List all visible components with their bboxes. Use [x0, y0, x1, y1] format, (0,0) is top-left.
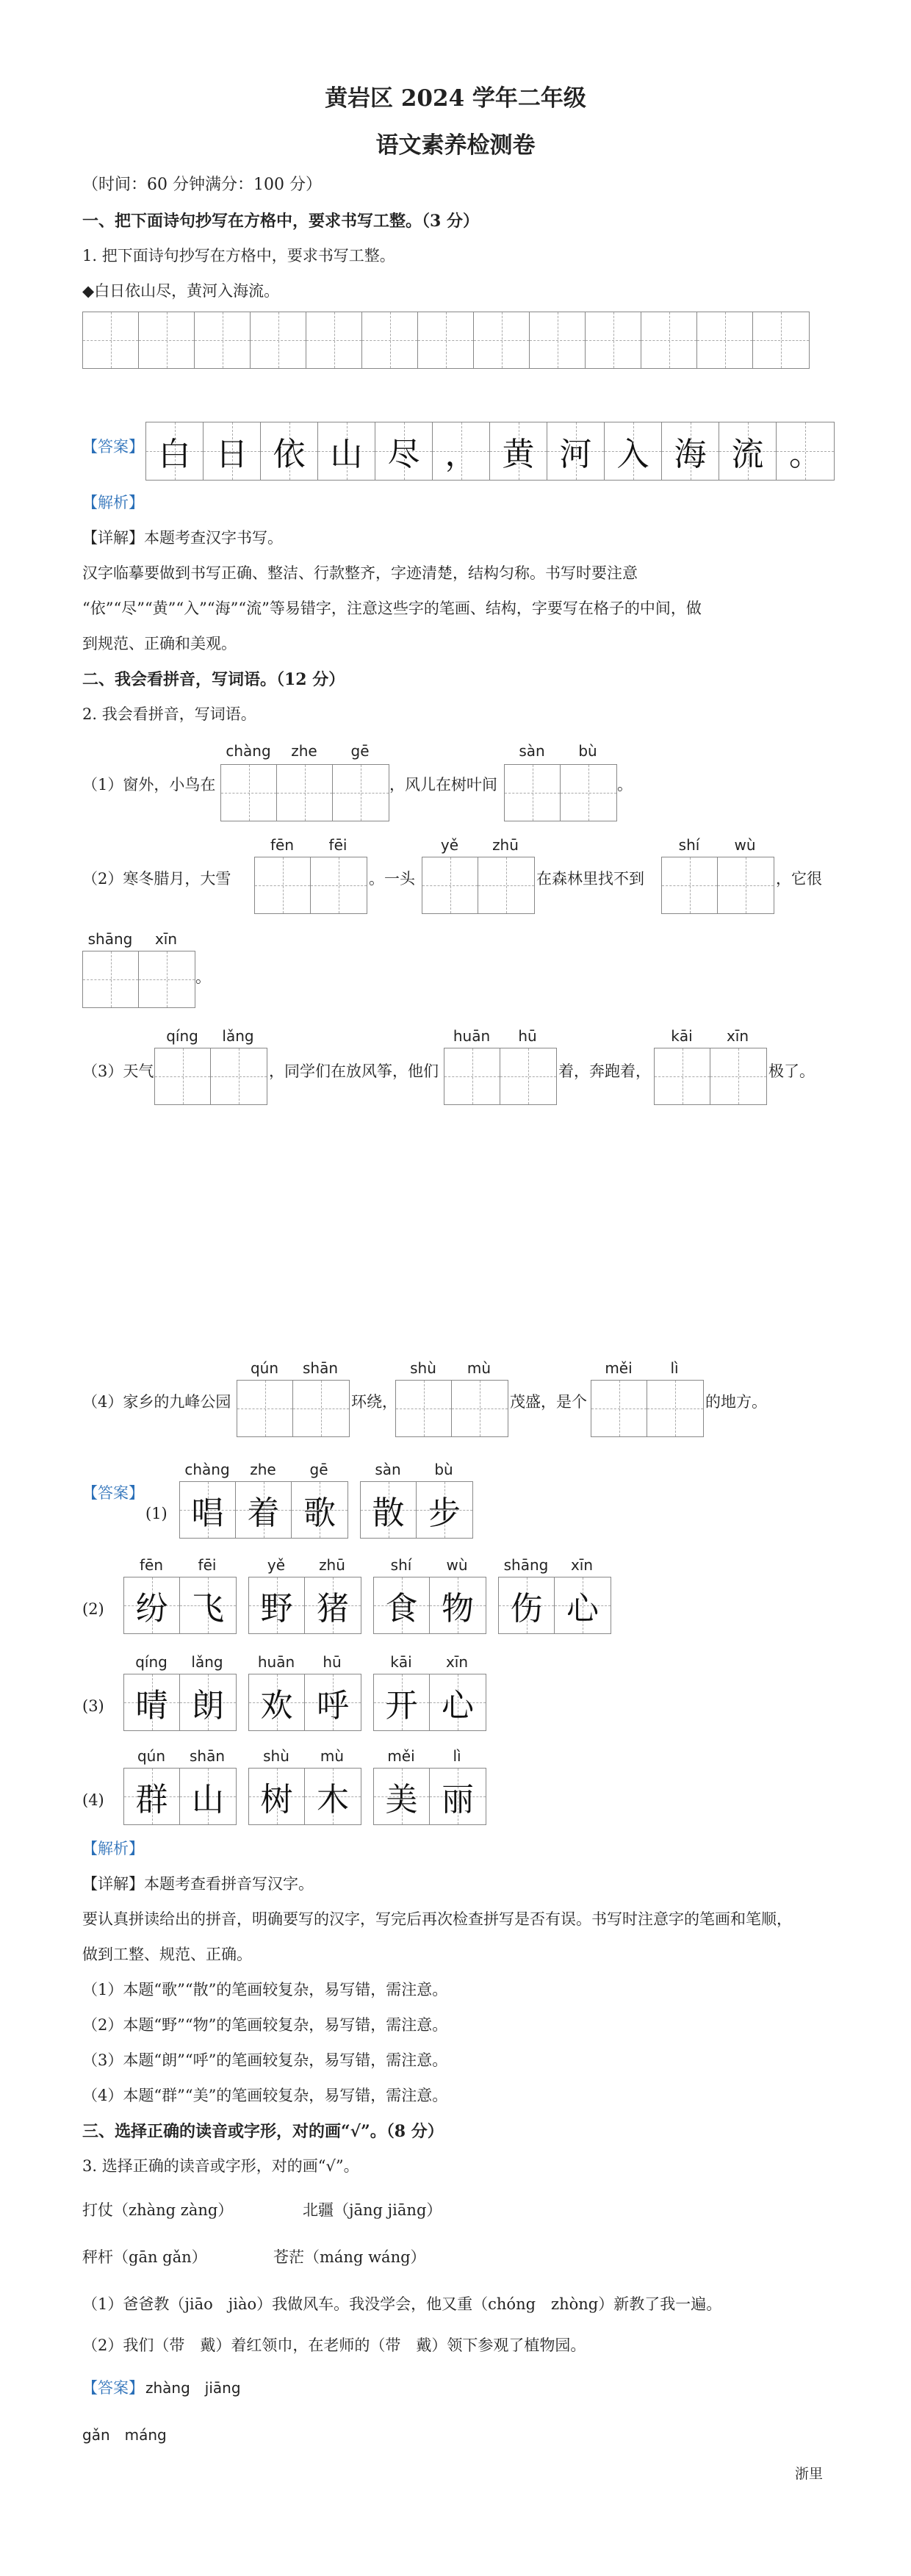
note: （1）本题“歌”“散”的笔画较复杂，易写错，需注意。 — [82, 1981, 448, 1998]
answer-char: 群 — [135, 1781, 168, 1818]
pinyin-syllable: xīn — [726, 1027, 749, 1045]
writing-cell[interactable] — [83, 312, 139, 368]
q2-2-text-b: 。一头 — [369, 870, 415, 888]
writing-cell[interactable] — [211, 1048, 267, 1104]
pinyin-syllable: lì — [453, 1747, 461, 1765]
answer-pinyin-row — [123, 1747, 235, 1765]
answer-char: 流 — [731, 436, 764, 473]
writing-cell[interactable] — [306, 312, 362, 368]
q2-2-text-a: （2）寒冬腊月，大雪 — [82, 870, 231, 888]
pinyin-row — [82, 930, 194, 948]
answer-char-cell — [430, 1769, 486, 1824]
exam-meta: （时间：60 分钟满分：100 分） — [82, 176, 322, 194]
q2-4-text-b: 环绕， — [351, 1393, 397, 1411]
writing-cell[interactable] — [474, 312, 530, 368]
answer-char: 入 — [616, 436, 649, 473]
answer-label: (2) — [82, 1600, 104, 1618]
pinyin-row — [444, 1027, 555, 1045]
writing-cell[interactable] — [647, 1381, 703, 1436]
answer-char-cell — [499, 1577, 555, 1633]
q2-1-text-c: 。 — [617, 776, 633, 794]
note: （2）本题“野”“物”的笔画较复杂，易写错，需注意。 — [82, 2016, 448, 2034]
answer-char: 晴 — [135, 1687, 168, 1724]
writing-grid[interactable] — [254, 857, 367, 914]
pinyin-syllable: wù — [734, 836, 756, 854]
answer-tag: 【答案】 — [82, 1484, 144, 1502]
writing-cell[interactable] — [155, 1048, 211, 1104]
detail-text: 【详解】本题考查看拼音写汉字。 — [82, 1875, 314, 1893]
answer-char-cell — [430, 1577, 486, 1633]
answer-pinyin-row — [248, 1747, 360, 1765]
q2-4-text-c: 茂盛，是个 — [510, 1393, 587, 1411]
answer-char-cell — [146, 422, 204, 480]
question-2: 2. 我会看拼音，写词语。 — [82, 705, 256, 723]
section1-heading: 一、把下面诗句抄写在方格中，要求书写工整。（3 分） — [82, 212, 479, 231]
section3-heading: 三、选择正确的读音或字形，对的画“√”。（8 分） — [82, 2122, 444, 2141]
writing-cell[interactable] — [641, 312, 697, 368]
answer-char-cell — [180, 1577, 236, 1633]
pinyin-syllable: shāng — [503, 1556, 549, 1574]
answer-char: 丽 — [442, 1781, 474, 1818]
word-choice: 秤杆（gān gǎn） — [82, 2248, 207, 2266]
paragraph: 到规范、正确和美观。 — [82, 635, 237, 652]
word-choice: 苍茫（máng wáng） — [273, 2248, 426, 2266]
answer-char-cell — [430, 1674, 486, 1730]
pinyin-syllable: shān — [302, 1359, 339, 1377]
writing-cell[interactable] — [586, 312, 641, 368]
pinyin-syllable: zhe — [250, 1461, 276, 1478]
paragraph: 做到工整、规范、正确。 — [82, 1946, 252, 1963]
word-choice: 打仗（zhàng zàng） — [82, 2201, 234, 2219]
writing-cell[interactable] — [396, 1381, 452, 1436]
answer-grid — [248, 1577, 361, 1634]
answer-char-cell — [124, 1674, 180, 1730]
pinyin-row — [504, 742, 616, 760]
pinyin-syllable: yě — [267, 1556, 286, 1574]
pinyin-syllable: kāi — [390, 1653, 412, 1671]
answer-char: 歌 — [303, 1494, 336, 1532]
writing-cell[interactable] — [591, 1381, 647, 1436]
q2-3-text-a: （3）天气 — [82, 1062, 154, 1080]
pinyin-syllable: qún — [250, 1359, 279, 1377]
answer-grid — [179, 1481, 348, 1539]
q2-1-text-b: ，风儿在树叶间 — [389, 776, 497, 794]
answer-char-cell — [374, 1674, 430, 1730]
writing-cell[interactable] — [478, 857, 534, 913]
writing-cell[interactable] — [655, 1048, 710, 1104]
answer-char: 。 — [789, 436, 821, 473]
sentence-choice: （1）爸爸教（jiāo jiào）我做风车。我没学会，他又重（chóng zhòng）新教了我一遍。 — [82, 2295, 722, 2313]
answer-char-cell — [662, 422, 719, 480]
pinyin-syllable: qún — [137, 1747, 166, 1765]
answer-char: 欢 — [260, 1687, 293, 1724]
answer-char-cell — [361, 1482, 417, 1538]
pinyin-syllable: zhū — [319, 1556, 345, 1574]
writing-grid[interactable] — [237, 1380, 350, 1437]
answer-char: 黄 — [502, 436, 535, 473]
answer-char: 野 — [260, 1590, 293, 1627]
answer-char: 着 — [247, 1494, 280, 1532]
answer-char: ， — [444, 436, 478, 473]
pinyin-syllable: xīn — [445, 1653, 469, 1671]
q2-2-text-d: ，它很 — [776, 870, 822, 888]
answer-char: 猪 — [317, 1590, 349, 1627]
answer-char-cell — [305, 1577, 361, 1633]
answer-char: 朗 — [192, 1687, 224, 1724]
answer-grid — [498, 1577, 611, 1634]
paragraph: 要认真拼读给出的拼音，明确要写的汉字，写完后再次检查拼写是否有误。书写时注意字的笔画和笔顺， — [82, 1910, 792, 1928]
answer-pinyin-row — [498, 1556, 610, 1574]
pinyin-row — [154, 1027, 266, 1045]
answer-tag: 【答案】 — [82, 438, 144, 456]
writing-grid[interactable] — [654, 1048, 767, 1105]
answer-char-cell — [777, 422, 834, 480]
answer-char-cell — [433, 422, 490, 480]
writing-cell[interactable] — [195, 312, 251, 368]
pinyin-syllable: qíng — [166, 1027, 198, 1045]
answer-grid — [123, 1577, 237, 1634]
answer-char-cell — [124, 1577, 180, 1633]
question-1: 1. 把下面诗句抄写在方格中，要求书写工整。 — [82, 247, 395, 265]
answer-char-cell — [249, 1674, 305, 1730]
writing-cell[interactable] — [83, 951, 139, 1007]
answer-grid — [360, 1481, 473, 1539]
pinyin-syllable: huān — [453, 1027, 491, 1045]
answer-pinyin-row — [179, 1461, 347, 1478]
answer-char: 心 — [566, 1590, 599, 1627]
answer-char: 心 — [442, 1687, 474, 1724]
answer-char: 步 — [428, 1494, 461, 1532]
answer-pinyin: zhàng jiāng — [145, 2379, 241, 2397]
answer-pinyin-row — [248, 1653, 360, 1671]
writing-grid[interactable] — [395, 1380, 508, 1437]
writing-grid[interactable] — [154, 1048, 267, 1105]
writing-cell[interactable] — [500, 1048, 556, 1104]
q2-2-text-c: 在森林里找不到 — [536, 870, 644, 888]
answer-char: 白 — [158, 436, 191, 473]
answer-char-cell — [490, 422, 547, 480]
pinyin-row — [661, 836, 773, 854]
answer-char: 伤 — [510, 1590, 543, 1627]
writing-cell[interactable] — [710, 1048, 766, 1104]
answer-char-cell — [305, 1674, 361, 1730]
footer-mark: 浙里 — [795, 2466, 824, 2482]
answer-char: 河 — [559, 436, 592, 473]
answer-char: 物 — [442, 1590, 474, 1627]
pinyin-syllable: hū — [323, 1653, 342, 1671]
q2-1-text-a: （1）窗外，小鸟在 — [82, 776, 216, 794]
pinyin-syllable: chàng — [184, 1461, 230, 1478]
answer-char-cell — [375, 422, 433, 480]
analysis-tag: 【解析】 — [82, 1840, 144, 1857]
writing-cell[interactable] — [311, 857, 367, 913]
pinyin-syllable: kāi — [671, 1027, 693, 1045]
answer-char-cell — [249, 1769, 305, 1824]
pinyin-syllable: sàn — [519, 742, 545, 760]
pinyin-row — [254, 836, 366, 854]
answer-grid — [373, 1674, 486, 1731]
writing-grid[interactable] — [661, 857, 774, 914]
writing-cell[interactable] — [444, 1048, 500, 1104]
answer-char-cell — [180, 1674, 236, 1730]
writing-cell[interactable] — [139, 951, 195, 1007]
writing-cell[interactable] — [418, 312, 474, 368]
answer-grid — [248, 1674, 361, 1731]
answer-char: 飞 — [192, 1590, 224, 1627]
writing-cell[interactable] — [333, 765, 389, 821]
answer-grid — [373, 1577, 486, 1634]
answer-char-cell — [547, 422, 605, 480]
answer-pinyin-row — [123, 1653, 235, 1671]
pinyin-syllable: yě — [440, 836, 459, 854]
pinyin-syllable: shāng — [87, 930, 133, 948]
answer-pinyin-row — [373, 1653, 485, 1671]
pinyin-syllable: zhū — [492, 836, 519, 854]
writing-cell[interactable] — [293, 1381, 349, 1436]
pinyin-syllable: hū — [518, 1027, 537, 1045]
pinyin-row — [422, 836, 533, 854]
writing-cell[interactable] — [662, 857, 718, 913]
writing-grid[interactable] — [504, 764, 617, 821]
pinyin-row — [220, 742, 388, 760]
pinyin-syllable: xīn — [570, 1556, 594, 1574]
answer-grid — [248, 1768, 361, 1825]
writing-cell[interactable] — [530, 312, 586, 368]
note: （4）本题“群”“美”的笔画较复杂，易写错，需注意。 — [82, 2087, 448, 2104]
pinyin-syllable: mù — [320, 1747, 345, 1765]
q2-4-text-a: （4）家乡的九峰公园 — [82, 1393, 231, 1411]
writing-cell[interactable] — [277, 765, 333, 821]
pinyin-syllable: fēi — [198, 1556, 217, 1574]
pinyin-syllable: lǎng — [222, 1027, 254, 1045]
word-choice: 北疆（jāng jiāng） — [303, 2201, 442, 2219]
writing-cell[interactable] — [505, 765, 561, 821]
pinyin-row — [591, 1359, 702, 1377]
answer-pinyin: gǎn máng — [82, 2426, 167, 2444]
section2-heading: 二、我会看拼音，写词语。（12 分） — [82, 670, 345, 689]
answer-label: (3) — [82, 1697, 104, 1715]
answer-char-cell — [124, 1769, 180, 1824]
pinyin-syllable: fēn — [139, 1556, 164, 1574]
q2-3-text-c: 着，奔跑着， — [558, 1062, 651, 1080]
writing-cell[interactable] — [139, 312, 195, 368]
poem-writing-grid[interactable] — [82, 312, 810, 369]
pinyin-syllable: shù — [410, 1359, 436, 1377]
answer-char: 散 — [372, 1494, 405, 1532]
pinyin-syllable: gē — [309, 1461, 328, 1478]
answer-pinyin-row — [373, 1556, 485, 1574]
answer-char: 木 — [317, 1781, 349, 1818]
writing-cell[interactable] — [362, 312, 418, 368]
answer-char-cell — [305, 1769, 361, 1824]
paragraph: 汉字临摹要做到书写正确、整洁、行款整齐，字迹清楚，结构匀称。书写时要注意 — [82, 564, 638, 582]
answer-char: 树 — [260, 1781, 293, 1818]
writing-cell[interactable] — [251, 312, 306, 368]
answer-pinyin-row — [248, 1556, 360, 1574]
pinyin-syllable: xīn — [154, 930, 178, 948]
answer-grid — [373, 1768, 486, 1825]
page-title: 黄岩区 2024 学年二年级 — [325, 85, 586, 112]
pinyin-syllable: shān — [189, 1747, 226, 1765]
answer-char-cell — [292, 1482, 348, 1538]
answer-char: 呼 — [317, 1687, 349, 1724]
sentence-choice: （2）我们（带 戴）着红领巾，在老师的（带 戴）领下参观了植物园。 — [82, 2336, 586, 2354]
writing-cell[interactable] — [237, 1381, 293, 1436]
pinyin-syllable: mù — [467, 1359, 491, 1377]
answer-char-cell — [261, 422, 318, 480]
answer-char-cell — [204, 422, 261, 480]
pinyin-syllable: shí — [390, 1556, 412, 1574]
pinyin-syllable: fēn — [270, 836, 295, 854]
answer-char-cell — [417, 1482, 472, 1538]
pinyin-syllable: sàn — [375, 1461, 401, 1478]
answer-char: 纷 — [135, 1590, 168, 1627]
paragraph: “依”“尽”“黄”“入”“海”“流”等易错字，注意这些字的笔画、结构，字要写在格子的中间，做 — [82, 600, 702, 617]
answer-char: 开 — [385, 1687, 418, 1724]
pinyin-syllable: lǎng — [191, 1653, 223, 1671]
writing-grid[interactable] — [220, 764, 389, 821]
pinyin-row — [654, 1027, 766, 1045]
pinyin-row — [395, 1359, 507, 1377]
detail-text: 【详解】本题考查汉字书写。 — [82, 529, 283, 547]
pinyin-syllable: fēi — [328, 836, 348, 854]
answer-label: (4) — [82, 1791, 104, 1809]
writing-cell[interactable] — [561, 765, 616, 821]
writing-grid[interactable] — [82, 951, 195, 1008]
answer-char: 唱 — [191, 1494, 224, 1532]
answer-char: 尽 — [387, 436, 420, 473]
pinyin-syllable: shí — [678, 836, 700, 854]
pinyin-syllable: bù — [578, 742, 597, 760]
writing-cell[interactable] — [697, 312, 753, 368]
q2-2-text-e: 。 — [195, 968, 211, 986]
answer-char-cell — [318, 422, 375, 480]
answer-char: 日 — [215, 436, 248, 473]
poem-line: ◆白日依山尽，黄河入海流。 — [82, 282, 280, 300]
pinyin-syllable: chàng — [226, 742, 271, 760]
pinyin-syllable: měi — [387, 1747, 415, 1765]
answer-pinyin-row — [123, 1556, 235, 1574]
page-subtitle: 语文素养检测卷 — [375, 132, 536, 159]
note: （3）本题“朗”“呼”的笔画较复杂，易写错，需注意。 — [82, 2051, 448, 2069]
answer-char-cell — [719, 422, 777, 480]
answer-char-cell — [605, 422, 662, 480]
answer-char: 山 — [330, 436, 363, 473]
answer-char-cell — [374, 1577, 430, 1633]
answer-char-cell — [236, 1482, 292, 1538]
pinyin-syllable: qíng — [135, 1653, 168, 1671]
q2-3-text-b: ，同学们在放风筝，他们 — [269, 1062, 439, 1080]
answer-char-cell — [180, 1769, 236, 1824]
pinyin-syllable: lì — [670, 1359, 679, 1377]
q2-3-text-d: 极了。 — [768, 1062, 815, 1080]
answer-pinyin-row — [373, 1747, 485, 1765]
answer-grid — [123, 1768, 237, 1825]
pinyin-syllable: zhe — [291, 742, 317, 760]
answer-char: 食 — [385, 1590, 418, 1627]
pinyin-syllable: shù — [263, 1747, 289, 1765]
question-3: 3. 选择正确的读音或字形，对的画“√”。 — [82, 2157, 359, 2175]
writing-cell[interactable] — [221, 765, 277, 821]
writing-grid[interactable] — [422, 857, 535, 914]
writing-cell[interactable] — [452, 1381, 508, 1436]
pinyin-syllable: měi — [605, 1359, 633, 1377]
answer-char-cell — [555, 1577, 611, 1633]
writing-cell[interactable] — [753, 312, 809, 368]
pinyin-syllable: gē — [350, 742, 370, 760]
answer-char-cell — [180, 1482, 236, 1538]
answer-char-cell — [374, 1769, 430, 1824]
answer-char-cell — [249, 1577, 305, 1633]
writing-cell[interactable] — [718, 857, 774, 913]
writing-cell[interactable] — [255, 857, 311, 913]
answer-char: 山 — [192, 1781, 224, 1818]
writing-cell[interactable] — [422, 857, 478, 913]
writing-grid[interactable] — [444, 1048, 557, 1105]
answer-pinyin-row — [360, 1461, 472, 1478]
writing-grid[interactable] — [591, 1380, 704, 1437]
pinyin-syllable: huān — [257, 1653, 295, 1671]
analysis-tag: 【解析】 — [82, 494, 144, 511]
pinyin-syllable: wù — [446, 1556, 468, 1574]
answer-char: 海 — [674, 436, 707, 473]
pinyin-syllable: bù — [434, 1461, 453, 1478]
answer-tag: 【答案】 — [82, 2379, 144, 2397]
q2-4-text-d: 的地方。 — [705, 1393, 767, 1411]
poem-answer-grid — [145, 422, 835, 481]
answer-char: 美 — [385, 1781, 418, 1818]
answer-char: 依 — [273, 436, 306, 473]
pinyin-row — [237, 1359, 348, 1377]
answer-grid — [123, 1674, 237, 1731]
answer-label: (1) — [145, 1505, 168, 1522]
